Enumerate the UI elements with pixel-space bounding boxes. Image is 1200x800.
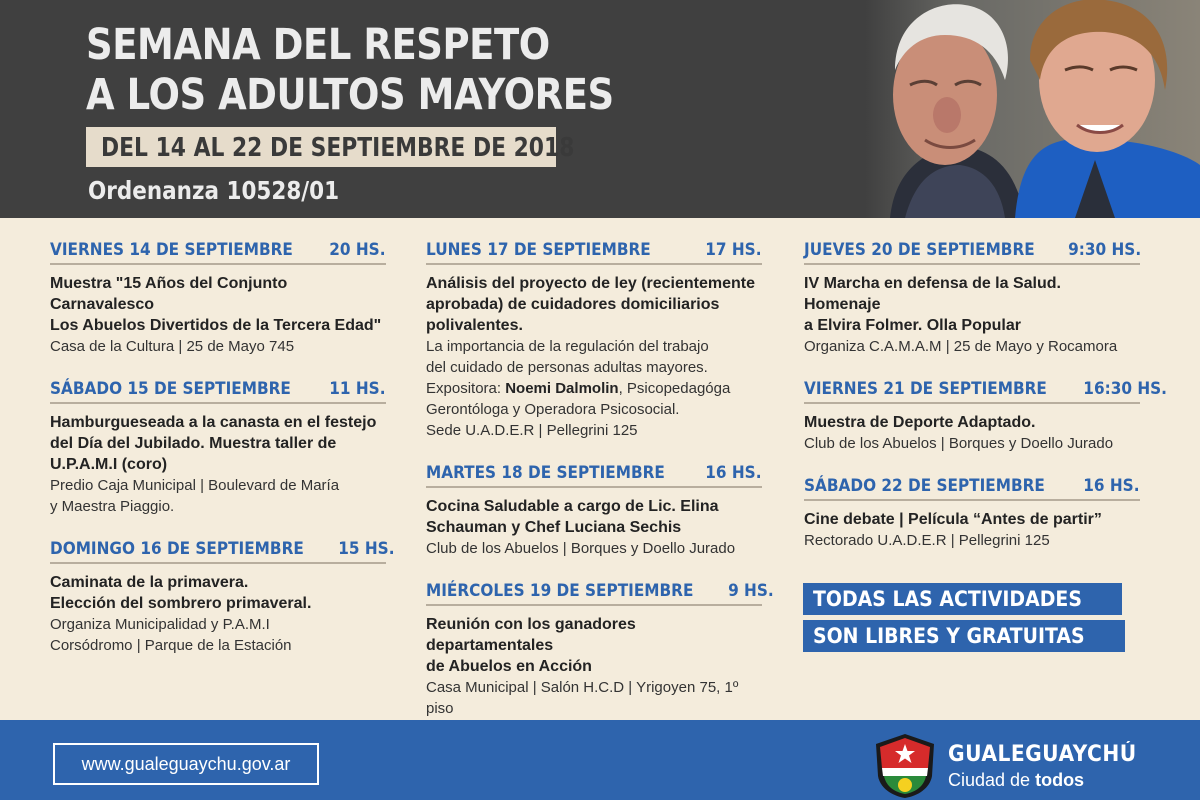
event-location: Club de los Abuelos | Borques y Doello Jurado [426, 540, 736, 557]
event-title: U.P.A.M.I (coro) [50, 456, 168, 473]
expositor-suffix: , Psicopedagóga [618, 380, 731, 397]
event-time: 16 HS. [1083, 476, 1140, 496]
page-title [86, 20, 614, 120]
event-title: Cine debate | Película “Antes de partir” [804, 511, 1102, 528]
event-item [426, 581, 774, 719]
event-title: a Elvira Folmer. Olla Popular [804, 317, 1021, 334]
footer-bar [0, 720, 1200, 800]
event-time: 9 HS. [728, 581, 774, 601]
event-title: Análisis del proyecto de ley (recientemente [426, 275, 756, 292]
city-slogan [948, 770, 1084, 791]
event-header [426, 581, 774, 606]
event-item [50, 240, 386, 357]
event-date: SÁBADO 22 DE SEPTIEMBRE [804, 476, 1045, 496]
event-header [426, 463, 762, 488]
slogan-bold: todos [1035, 770, 1085, 790]
event-location: Casa de la Cultura | 25 de Mayo 745 [50, 338, 295, 355]
event-item [804, 476, 1140, 551]
event-item [426, 463, 762, 559]
event-time: 16:30 HS. [1083, 379, 1167, 399]
event-title: Cocina Saludable a cargo de Lic. Elina [426, 498, 719, 515]
event-title: aprobada) de cuidadores domiciliarios [426, 296, 720, 313]
event-location: Casa Municipal | Salón H.C.D | Yrigoyen 75, 1º piso [426, 679, 739, 717]
event-location: y Maestra Piaggio. [50, 498, 175, 515]
event-organizer: Organiza Municipalidad y P.A.M.I [50, 616, 270, 633]
website-link[interactable]: www.gualeguaychu.gov.ar [53, 743, 319, 785]
event-item [50, 379, 386, 517]
event-description: La importancia de la regulación del trabajo [426, 338, 709, 355]
event-header [804, 379, 1167, 404]
schedule-column-3 [804, 240, 1167, 573]
ordinance-label: Ordenanza 10528/01 [88, 176, 340, 205]
event-description: del cuidado de personas adultas mayores. [426, 359, 708, 376]
schedule-column-1 [50, 240, 395, 678]
event-time: 15 HS. [338, 539, 395, 559]
expositor-prefix: Expositora: [426, 380, 506, 397]
promo-line-1-text: TODAS LAS ACTIVIDADES [813, 587, 1082, 611]
event-date: MARTES 18 DE SEPTIEMBRE [426, 463, 665, 483]
event-title: Elección del sombrero primaveral. [50, 595, 312, 612]
event-item [804, 379, 1167, 454]
event-title: Caminata de la primavera. [50, 574, 249, 591]
event-location: Predio Caja Municipal | Boulevard de María [50, 477, 340, 494]
date-range-band [86, 127, 575, 167]
event-date: VIERNES 14 DE SEPTIEMBRE [50, 240, 293, 260]
event-title: polivalentes. [426, 317, 523, 334]
event-location: Club de los Abuelos | Borques y Doello Jurado [804, 435, 1114, 452]
event-date: VIERNES 21 DE SEPTIEMBRE [804, 379, 1047, 399]
event-title: del Día del Jubilado. Muestra taller de [50, 435, 337, 452]
event-date: LUNES 17 DE SEPTIEMBRE [426, 240, 651, 260]
event-title: Reunión con los ganadores departamentales [426, 616, 636, 654]
event-header [804, 476, 1140, 501]
event-expositor [426, 378, 762, 399]
event-date: SÁBADO 15 DE SEPTIEMBRE [50, 379, 291, 399]
event-location: Rectorado U.A.D.E.R | Pellegrini 125 [804, 532, 1050, 549]
schedule-column-2 [426, 240, 774, 741]
expositor-name: Noemi Dalmolin [505, 380, 619, 397]
promo-line-2 [803, 620, 1125, 652]
event-header [804, 240, 1140, 265]
event-time: 9:30 HS. [1068, 240, 1142, 260]
city-crest-icon [872, 732, 938, 800]
event-location: Sede U.A.D.E.R | Pellegrini 125 [426, 422, 638, 439]
event-title: Hamburgueseada a la canasta en el festejo [50, 414, 377, 431]
date-range: DEL 14 AL 22 DE SEPTIEMBRE DE 2018 [101, 133, 575, 163]
event-title: IV Marcha en defensa de la Salud. Homenaje [804, 275, 1061, 313]
promo-line-2-text: SON LIBRES Y GRATUITAS [813, 624, 1085, 648]
event-header [50, 379, 386, 404]
event-item [426, 240, 762, 441]
event-title: Muestra de Deporte Adaptado. [804, 414, 1036, 431]
header-banner [0, 0, 1200, 218]
event-date: DOMINGO 16 DE SEPTIEMBRE [50, 539, 304, 559]
title-line-1: SEMANA DEL RESPETO [86, 20, 550, 70]
event-title: Schauman y Chef Luciana Sechis [426, 519, 682, 536]
event-header [426, 240, 762, 265]
event-location: Corsódromo | Parque de la Estación [50, 637, 292, 654]
event-title: Los Abuelos Divertidos de la Tercera Edad" [50, 317, 382, 334]
event-time: 20 HS. [329, 240, 386, 260]
event-header [50, 240, 386, 265]
event-location: Organiza C.A.M.A.M | 25 de Mayo y Rocamora [804, 338, 1118, 355]
event-title: de Abuelos en Acción [426, 658, 592, 675]
event-item [50, 539, 395, 656]
promo-line-1 [803, 583, 1122, 615]
event-time: 11 HS. [329, 379, 386, 399]
slogan-prefix: Ciudad de [948, 770, 1036, 790]
city-brand-name: GUALEGUAYCHÚ [948, 742, 1137, 767]
elderly-couple-photo [865, 0, 1200, 218]
event-item [804, 240, 1140, 357]
event-date: JUEVES 20 DE SEPTIEMBRE [804, 240, 1035, 260]
event-date: MIÉRCOLES 19 DE SEPTIEMBRE [426, 581, 694, 601]
free-activities-notice [803, 583, 1125, 657]
event-time: 16 HS. [705, 463, 762, 483]
event-description: Gerontóloga y Operadora Psicosocial. [426, 401, 680, 418]
title-line-2: A LOS ADULTOS MAYORES [86, 70, 614, 120]
event-title: Muestra "15 Años del Conjunto Carnavalesco [50, 275, 288, 313]
event-time: 17 HS. [705, 240, 762, 260]
event-header [50, 539, 395, 564]
